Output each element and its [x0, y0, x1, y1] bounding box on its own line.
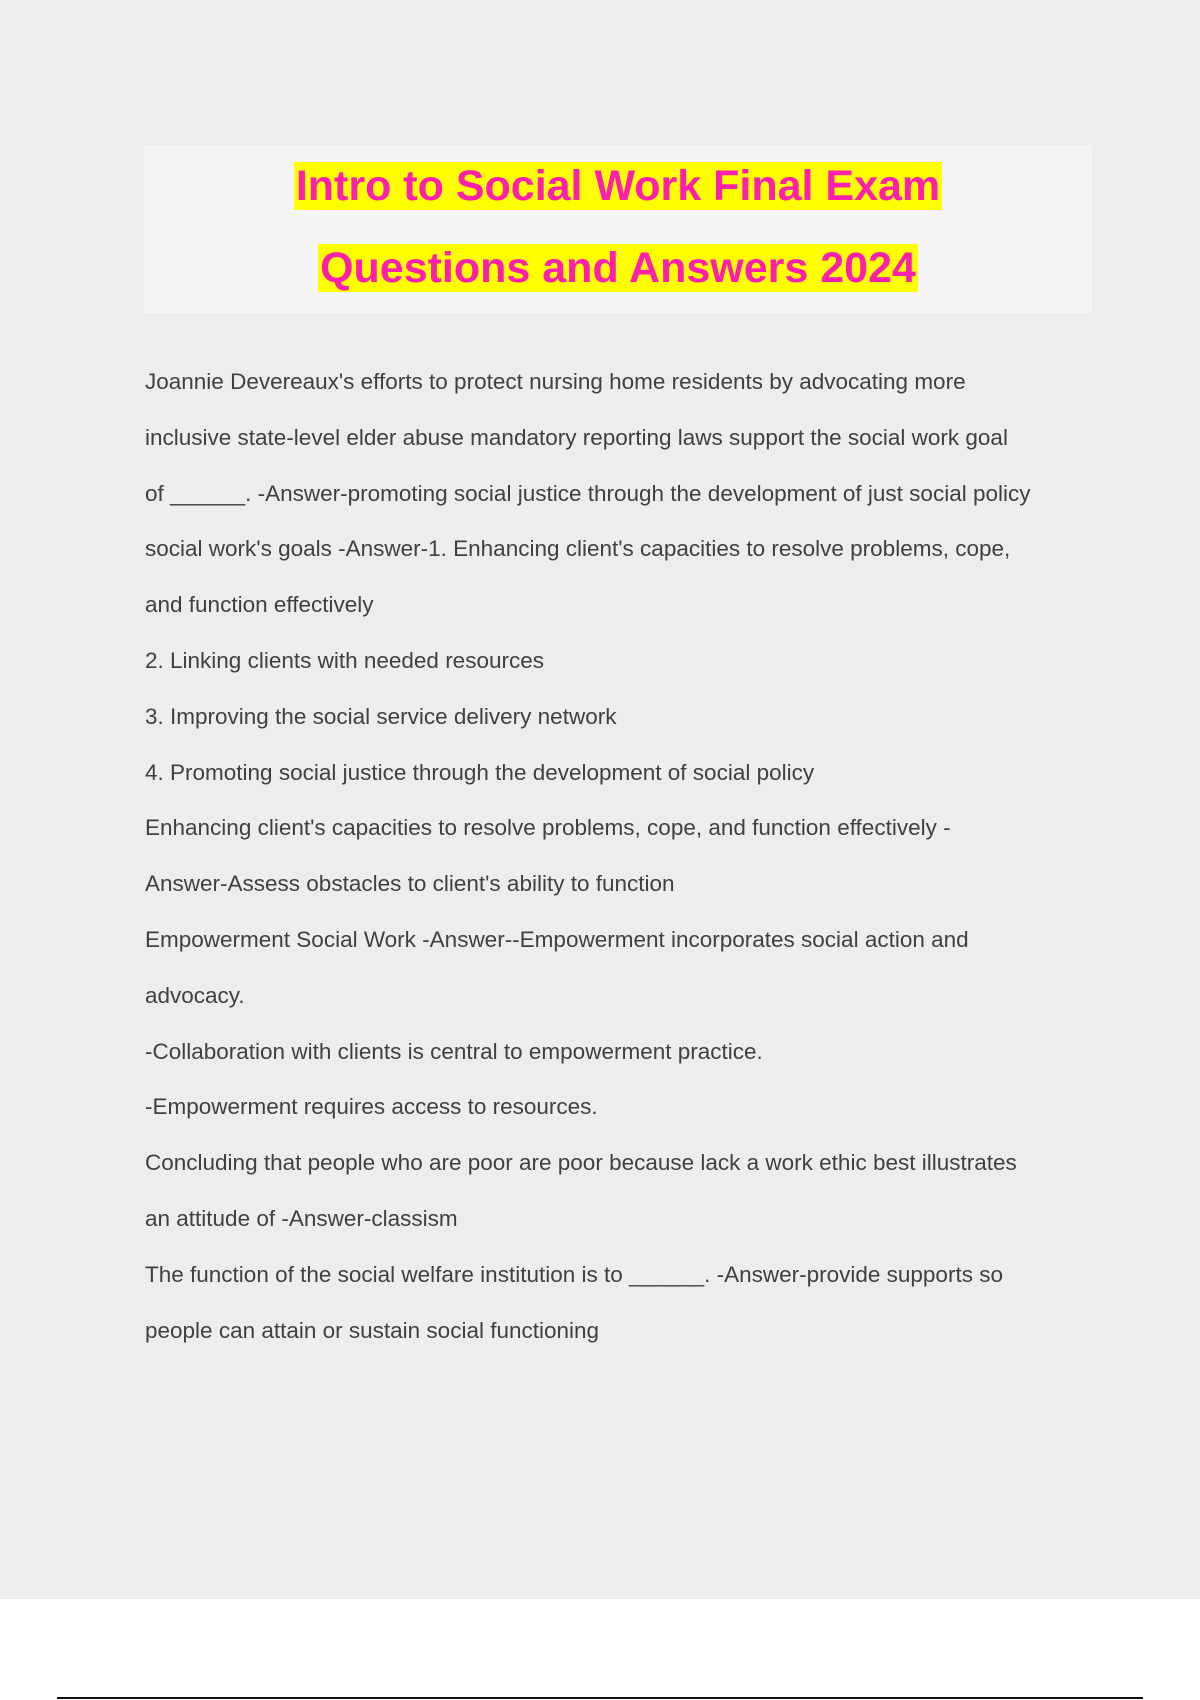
body-line: an attitude of -Answer-classism	[145, 1205, 458, 1231]
body-line: Empowerment Social Work -Answer--Empowerment incorporates social action and	[145, 926, 969, 952]
title-block	[144, 145, 1092, 313]
title-line-1-text: Intro to Social Work Final Exam	[295, 162, 941, 210]
body-line: Enhancing client's capacities to resolve problems, cope, and function effectively -	[145, 815, 951, 841]
body-line: Concluding that people who are poor are poor because lack a work ethic best illustrates	[145, 1150, 1017, 1176]
title-line-2	[144, 227, 1092, 309]
body-line: Joannie Devereaux's efforts to protect nursing home residents by advocating more	[145, 369, 966, 394]
title-line-1	[144, 145, 1092, 227]
body-line: -Empowerment requires access to resources.	[145, 1094, 598, 1120]
body-line: Answer-Assess obstacles to client's ability to function	[145, 871, 675, 897]
footer-divider	[57, 1697, 1143, 1699]
body-line: -Collaboration with clients is central to empowerment practice.	[145, 1038, 763, 1064]
body-line: people can attain or sustain social functioning	[145, 1317, 600, 1343]
body-line: social work's goals -Answer-1. Enhancing client's capacities to resolve problems, cope,	[145, 536, 1011, 562]
body-line: 3. Improving the social service delivery network	[145, 703, 617, 729]
body-line: advocacy.	[145, 982, 245, 1008]
body-line: inclusive state-level elder abuse mandatory reporting laws support the social work goal	[145, 424, 1008, 450]
body-line: 2. Linking clients with needed resources	[145, 647, 544, 673]
body-line: 4. Promoting social justice through the development of social policy	[145, 759, 815, 785]
body-line: The function of the social welfare institution is to ______. -Answer-provide supports so	[145, 1261, 1003, 1287]
body-line: and function effectively	[145, 592, 374, 618]
body-line: of ______. -Answer-promoting social justice through the development of just social policy	[145, 480, 1031, 506]
document-body	[145, 354, 1105, 1358]
title-line-2-text: Questions and Answers 2024	[320, 244, 916, 292]
